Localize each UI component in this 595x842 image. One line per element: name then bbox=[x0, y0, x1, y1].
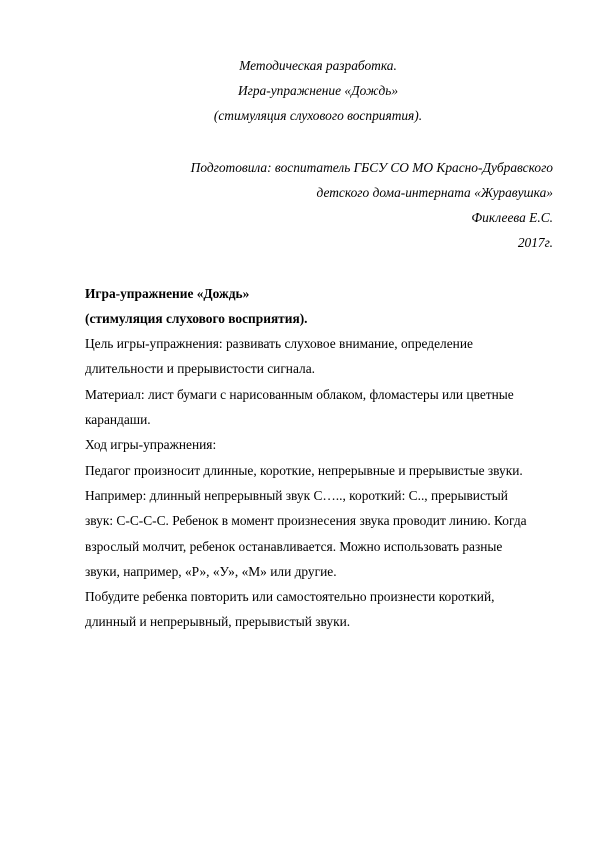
body-line: звуки, например, «Р», «У», «М» или другие. bbox=[85, 564, 337, 579]
body-line: карандаши. bbox=[85, 412, 151, 427]
body-line: Материал: лист бумаги с нарисованным облаком, фломастеры или цветные bbox=[85, 387, 514, 402]
body-line: звук: С-С-С-С. Ребенок в момент произнесения звука проводит линию. Когда bbox=[85, 513, 527, 528]
header-line-1: Методическая разработка. bbox=[239, 58, 397, 73]
body-line: длинный и непрерывный, прерывистый звуки. bbox=[85, 614, 351, 629]
author-name: Фиклеева Е.С. bbox=[471, 210, 553, 225]
body-title-1: Игра-упражнение «Дождь» bbox=[85, 286, 250, 301]
author-line-1: Подготовила: воспитатель ГБСУ СО МО Красно-Дубравского bbox=[190, 160, 553, 175]
body-line: Педагог произносит длинные, короткие, непрерывные и прерывистые звуки. bbox=[85, 463, 523, 478]
author-line-2: детского дома-интерната «Журавушка» bbox=[316, 185, 553, 200]
body-line: Ход игры-упражнения: bbox=[85, 437, 217, 452]
body-line: Например: длинный непрерывный звук С….., короткий: С.., прерывистый bbox=[85, 488, 508, 503]
body-line: взрослый молчит, ребенок останавливается. Можно использовать разные bbox=[85, 539, 503, 554]
body-line: Цель игры-упражнения: развивать слуховое внимание, определение bbox=[85, 336, 473, 351]
author-year: 2017г. bbox=[517, 235, 553, 250]
header-line-3: (стимуляция слухового восприятия). bbox=[213, 108, 423, 123]
body-line: Побудите ребенка повторить или самостоятельно произнести короткий, bbox=[85, 589, 495, 604]
header-line-2: Игра-упражнение «Дождь» bbox=[237, 83, 399, 98]
body-line: длительности и прерывистости сигнала. bbox=[85, 361, 316, 376]
body-title-2: (стимуляция слухового восприятия). bbox=[85, 311, 308, 326]
